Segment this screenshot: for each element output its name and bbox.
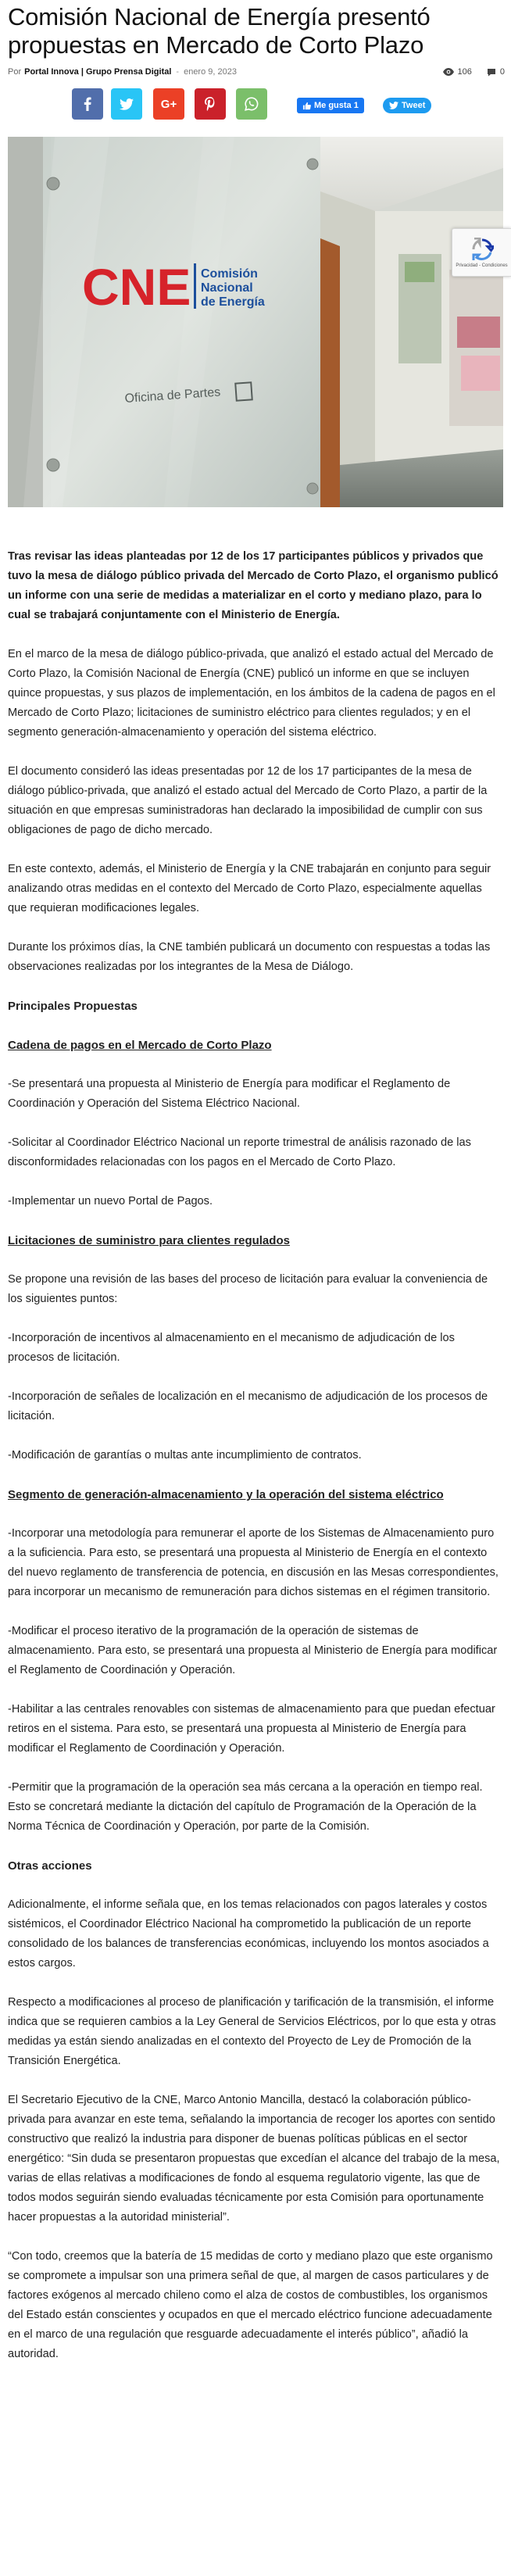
door-frame	[320, 238, 340, 507]
meta-separator: -	[176, 67, 180, 77]
recaptcha-icon	[470, 238, 494, 261]
views-count: 106	[457, 67, 472, 77]
paragraph: El documento consideró las ideas presentadas por 12 de los 17 participantes de la mesa de diálogo público-privada, que analizó el estado actual del Mercado de Corto Plazo, a partir de la situación en que empresas suministradoras han declarado la imposibilidad de cumplir con sus obligaciones de pago de dicho mercado.	[8, 765, 488, 836]
paragraph: El Secretario Ejecutivo de la CNE, Marco Antonio Mancilla, destacó la colaboración público-privada para avanzar en este tema, señalando la importancia de recoger los aportes con sentido constructivo que realizó la industria para disponer de buenas políticas públicas en el sector energético: “Sin duda se presentaron propuestas que excedían el alcance del trabajo de la mesa, varias de ellas relativas a modificaciones de fondo al esquema regulatorio vigente, las que de todos modos seguirán siendo evaluadas técnicamente por esta Comisión para oportunamente hacer propuestas a la autoridad ministerial”.	[8, 2094, 500, 2224]
list-item: -Solicitar al Coordinador Eléctrico Nacional un reporte trimestral de análisis razonado de las disconformidades relacionadas con los pagos en el Mercado de Corto Plazo.	[8, 1136, 471, 1168]
office-sign-label: Oficina de Partes	[124, 385, 221, 406]
section-heading-principales: Principales Propuestas	[8, 1000, 138, 1013]
pinterest-icon	[205, 97, 216, 111]
cne-logo-line3: de Energía	[201, 295, 265, 309]
meta-by-label: Por	[8, 67, 22, 77]
comments-count[interactable]: 0	[499, 67, 505, 77]
comment-icon[interactable]	[487, 68, 496, 77]
cne-logo-line2: Nacional	[201, 281, 253, 295]
article-body	[8, 547, 503, 2384]
twitter-bird-icon	[389, 102, 398, 109]
eye-icon	[443, 68, 454, 76]
featured-image	[8, 137, 503, 507]
thumbs-up-icon	[302, 102, 311, 110]
cne-logo	[82, 258, 265, 316]
like-label: Me gusta 1	[314, 101, 359, 110]
publish-date: enero 9, 2023	[184, 67, 237, 77]
tweet-button[interactable]	[383, 98, 431, 113]
share-facebook-button[interactable]	[72, 88, 103, 120]
author-link[interactable]: Portal Innova | Grupo Prensa Digital	[24, 67, 172, 77]
list-item: -Modificación de garantías o multas ante incumplimiento de contratos.	[8, 1449, 362, 1462]
facebook-icon	[84, 97, 91, 111]
googleplus-icon: G+	[160, 97, 177, 111]
list-item: -Se presentará una propuesta al Ministerio de Energía para modificar el Reglamento de Coordinación y Operación del Sistema Eléctrico Nacional.	[8, 1078, 451, 1110]
meta-stats	[443, 67, 505, 77]
whatsapp-icon	[245, 97, 259, 111]
paragraph: En este contexto, además, el Ministerio de Energía y la CNE trabajarán en conjunto para seguir analizando otras medidas en el contexto del Mercado de Corto Plazo, especialmente aquellas que requieran modificaciones legales.	[8, 863, 491, 914]
article-meta	[8, 66, 505, 78]
list-item: -Permitir que la programación de la operación sea más cercana a la operación en tiempo real. Esto se concretará mediante la dictación del capítulo de Programación de la Operación de la Norma Técnica de Coordinación y Operación, por parte de la Comisión.	[8, 1781, 483, 1833]
paragraph: En el marco de la mesa de diálogo público-privada, que analizó el estado actual del Mercado de Corto Plazo, la Comisión Nacional de Energía (CNE) publicó un informe en que se incluyen quince propuestas, y sus plazos de implementación, en los ámbitos de la cadena de pagos en el Mercado de Corto Plazo; licitaciones de suministro eléctrico para clientes regulados; y en el segmento generación-almacenamiento y operación del sistema eléctrico.	[8, 648, 495, 739]
share-pinterest-button[interactable]	[195, 88, 226, 120]
list-item: -Incorporación de señales de localización en el mecanismo de adjudicación de los procesos de licitación.	[8, 1390, 488, 1422]
section-heading-segmento: Segmento de generación-almacenamiento y la operación del sistema eléctrico	[8, 1488, 444, 1501]
twitter-icon	[120, 98, 134, 110]
share-whatsapp-button[interactable]	[236, 88, 267, 120]
share-twitter-button[interactable]	[111, 88, 142, 120]
list-item: -Implementar un nuevo Portal de Pagos.	[8, 1195, 213, 1208]
paragraph: Adicionalmente, el informe señala que, en los temas relacionados con pagos laterales y costos sistémicos, el Coordinador Eléctrico Nacional ha comprometido la publicación de un reporte consolidado de los balances de transferencias económicas, incluyendo los montos asociados a estos cargos.	[8, 1898, 489, 1970]
paragraph: Respecto a modificaciones al proceso de planificación y tarificación de la transmisión, el informe indica que se requieren cambios a la Ley General de Servicios Eléctricos, por lo que esta y otras medidas ya están siendo analizadas en el contexto del Proyecto de Ley de Promoción de la Transición Energética.	[8, 1996, 496, 2067]
section-heading-licitaciones: Licitaciones de suministro para clientes regulados	[8, 1234, 290, 1247]
cne-logo-letters: CNE	[82, 258, 191, 316]
cne-logo-line1: Comisión	[201, 267, 258, 281]
recaptcha-links[interactable]: Privacidad - Condiciones	[456, 263, 508, 268]
list-item: -Incorporar una metodología para remunerar el aporte de los Sistemas de Almacenamiento puro a la suficiencia. Para esto, se presentará una propuesta al Ministerio de Energía en el contexto del nuevo reglamento de transferencia de potencia, en discusión en las Mesas correspondientes, para incorporar un mecanismo de remuneración para dichos sistemas en el régimen transitorio.	[8, 1527, 498, 1598]
list-item: -Modificar el proceso iterativo de la programación de la operación de sistemas de almacenamiento. Para esto, se presentará una propuesta al Ministerio de Energía para modificar el Reglamento de Coordinación y Operación.	[8, 1625, 498, 1676]
section-heading-cadena: Cadena de pagos en el Mercado de Corto Plazo	[8, 1039, 272, 1052]
paragraph: “Con todo, creemos que la batería de 15 medidas de corto y mediano plazo que este organismo se compromete a impulsar son una primera señal de que, al margen de casos particulares y de factores exógenos al mercado chileno como el alza de costos de combustibles, los organismos del Estado están conscientes y ocupados en que el mercado eléctrico funcione adecuadamente en el marco de una regulación que resguarde adecuadamente el interés público”, añadió la autoridad.	[8, 2250, 493, 2360]
recaptcha-badge[interactable]	[452, 228, 511, 277]
paragraph: Durante los próximos días, la CNE también publicará un documento con respuestas a todas las observaciones realizadas por los integrantes de la Mesa de Diálogo.	[8, 941, 491, 973]
office-photo	[8, 137, 503, 507]
tweet-label: Tweet	[402, 101, 426, 110]
facebook-like-button[interactable]	[297, 98, 364, 113]
article-lead: Tras revisar las ideas planteadas por 12 de los 17 participantes públicos y privados que tuvo la mesa de diálogo público privada del Mercado de Corto Plazo, el organismo publicó un informe con una serie de medidas a materializar en el corto y mediano plazo, para lo cual se trabajará conjuntamente con el Ministerio de Energía.	[8, 550, 498, 621]
paragraph: Se propone una revisión de las bases del proceso de licitación para evaluar la conveniencia de los siguientes puntos:	[8, 1273, 488, 1305]
list-item: -Habilitar a las centrales renovables con sistemas de almacenamiento para que puedan efectuar retiros en el sistema. Para esto, se presentará una propuesta al Ministerio de Energía para modificar el Reglamento de Coordinación y Operación.	[8, 1703, 495, 1755]
share-googleplus-button[interactable]	[153, 88, 184, 120]
list-item: -Incorporación de incentivos al almacenamiento en el mecanismo de adjudicación de los procesos de licitación.	[8, 1332, 455, 1364]
article-title: Comisión Nacional de Energía presentó propuestas en Mercado de Corto Plazo	[8, 3, 431, 59]
section-heading-otras: Otras acciones	[8, 1859, 92, 1873]
